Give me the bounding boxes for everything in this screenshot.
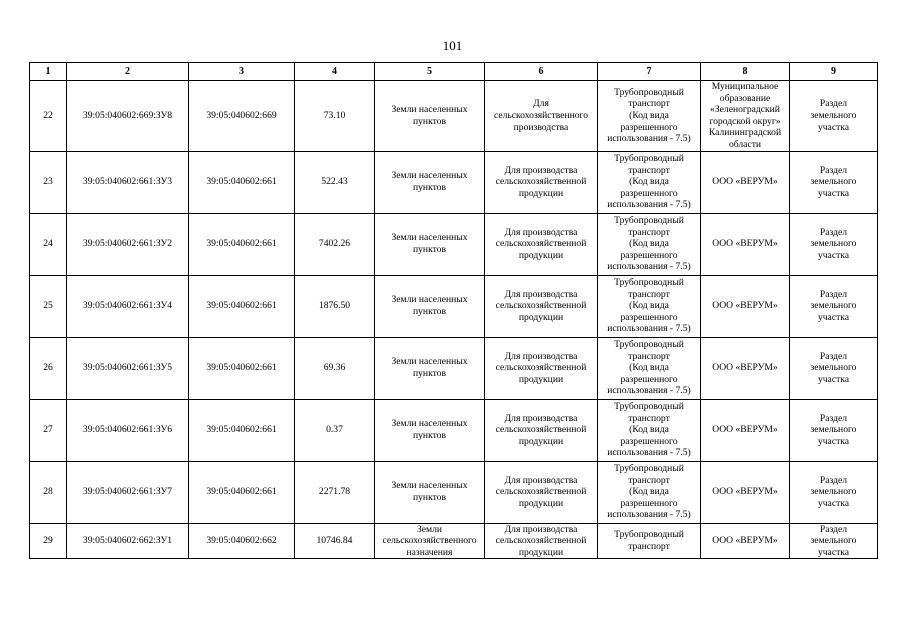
land-parcel-table [29,62,878,559]
column-header: 9 [790,63,878,81]
table-row [30,399,878,461]
formation-method: Раздел земельного участка [790,275,878,337]
table-row [30,337,878,399]
source-parcel: 39:05:040602:661 [189,275,295,337]
row-number: 26 [30,337,67,399]
column-header: 4 [295,63,375,81]
land-category: Земли населенных пунктов [375,213,485,275]
area: 2271.78 [295,461,375,523]
planned-use: Трубопроводный транспорт (Код вида разрешенного использования - 7.5) [598,81,701,152]
table-row [30,213,878,275]
column-header: 2 [67,63,189,81]
table-body [30,81,878,559]
owner: Муниципальное образование «Зеленоградский городской округ» Калининградской области [701,81,790,152]
column-header: 7 [598,63,701,81]
owner: ООО «ВЕРУМ» [701,151,790,213]
table-row [30,461,878,523]
formation-method: Раздел земельного участка [790,213,878,275]
owner: ООО «ВЕРУМ» [701,461,790,523]
formation-method: Раздел земельного участка [790,151,878,213]
column-header: 5 [375,63,485,81]
column-header: 6 [485,63,598,81]
planned-use: Трубопроводный транспорт [598,523,701,559]
table-row [30,523,878,559]
area: 73.10 [295,81,375,152]
planned-use: Трубопроводный транспорт (Код вида разрешенного использования - 7.5) [598,399,701,461]
page-number: 101 [442,38,463,53]
row-number: 22 [30,81,67,152]
cadastral-number: 39:05:040602:661:ЗУ6 [67,399,189,461]
source-parcel: 39:05:040602:661 [189,213,295,275]
row-number: 24 [30,213,67,275]
source-parcel: 39:05:040602:661 [189,461,295,523]
source-parcel: 39:05:040602:661 [189,337,295,399]
cadastral-number: 39:05:040602:662:ЗУ1 [67,523,189,559]
owner: ООО «ВЕРУМ» [701,337,790,399]
formation-method: Раздел земельного участка [790,337,878,399]
area: 10746.84 [295,523,375,559]
land-category: Земли населенных пунктов [375,399,485,461]
area: 522.43 [295,151,375,213]
row-number: 27 [30,399,67,461]
table-header [30,63,878,81]
row-number: 25 [30,275,67,337]
cadastral-number: 39:05:040602:661:ЗУ3 [67,151,189,213]
table-row [30,151,878,213]
planned-use: Трубопроводный транспорт (Код вида разрешенного использования - 7.5) [598,461,701,523]
land-category: Земли населенных пунктов [375,461,485,523]
source-parcel: 39:05:040602:669 [189,81,295,152]
column-header: 1 [30,63,67,81]
owner: ООО «ВЕРУМ» [701,399,790,461]
cadastral-number: 39:05:040602:661:ЗУ4 [67,275,189,337]
planned-use: Трубопроводный транспорт (Код вида разрешенного использования - 7.5) [598,275,701,337]
permitted-use: Для сельскохозяйственного производства [485,81,598,152]
area: 1876.50 [295,275,375,337]
land-category: Земли населенных пунктов [375,275,485,337]
source-parcel: 39:05:040602:661 [189,151,295,213]
formation-method: Раздел земельного участка [790,523,878,559]
column-header: 8 [701,63,790,81]
planned-use: Трубопроводный транспорт (Код вида разрешенного использования - 7.5) [598,213,701,275]
table-row [30,81,878,152]
cadastral-number: 39:05:040602:661:ЗУ5 [67,337,189,399]
row-number: 23 [30,151,67,213]
formation-method: Раздел земельного участка [790,81,878,152]
land-category: Земли населенных пунктов [375,81,485,152]
area: 0.37 [295,399,375,461]
header-row [30,63,878,81]
area: 69.36 [295,337,375,399]
formation-method: Раздел земельного участка [790,399,878,461]
permitted-use: Для производства сельскохозяйственной продукции [485,523,598,559]
formation-method: Раздел земельного участка [790,461,878,523]
permitted-use: Для производства сельскохозяйственной продукции [485,151,598,213]
planned-use: Трубопроводный транспорт (Код вида разрешенного использования - 7.5) [598,337,701,399]
land-category: Земли сельскохозяйственного назначения [375,523,485,559]
row-number: 28 [30,461,67,523]
land-category: Земли населенных пунктов [375,337,485,399]
cadastral-number: 39:05:040602:661:ЗУ2 [67,213,189,275]
row-number: 29 [30,523,67,559]
table-row [30,275,878,337]
owner: ООО «ВЕРУМ» [701,275,790,337]
permitted-use: Для производства сельскохозяйственной продукции [485,399,598,461]
source-parcel: 39:05:040602:662 [189,523,295,559]
cadastral-number: 39:05:040602:669:ЗУ8 [67,81,189,152]
column-header: 3 [189,63,295,81]
land-category: Земли населенных пунктов [375,151,485,213]
permitted-use: Для производства сельскохозяйственной продукции [485,337,598,399]
owner: ООО «ВЕРУМ» [701,213,790,275]
permitted-use: Для производства сельскохозяйственной продукции [485,461,598,523]
area: 7402.26 [295,213,375,275]
planned-use: Трубопроводный транспорт (Код вида разрешенного использования - 7.5) [598,151,701,213]
cadastral-number: 39:05:040602:661:ЗУ7 [67,461,189,523]
owner: ООО «ВЕРУМ» [701,523,790,559]
source-parcel: 39:05:040602:661 [189,399,295,461]
permitted-use: Для производства сельскохозяйственной продукции [485,275,598,337]
permitted-use: Для производства сельскохозяйственной продукции [485,213,598,275]
